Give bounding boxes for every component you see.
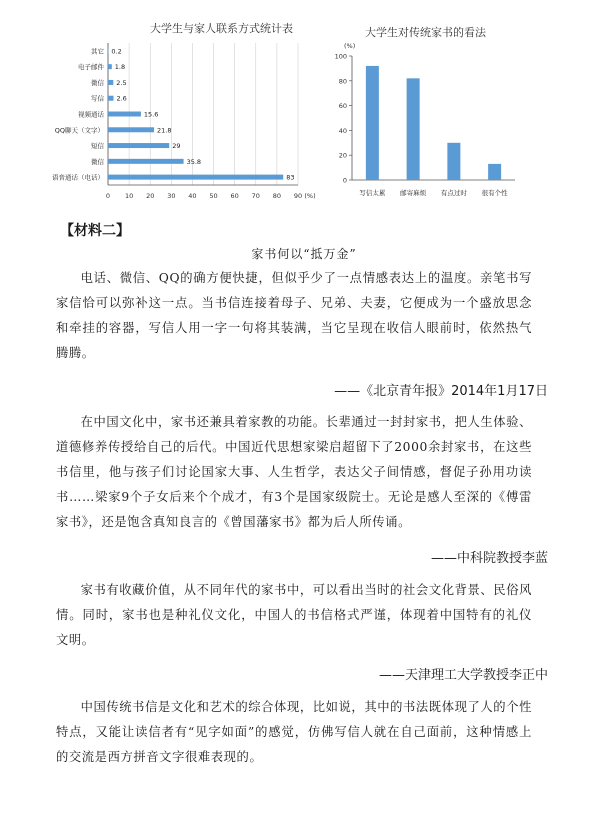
paragraph-4: 中国传统书信是文化和艺术的综合体现，比如说，其中的书法既体现了人的个性特点，又能让读信者有“见字如面”的感觉，仿佛写信人就在自己面前，这种情感上的交流是西方拼音文字很难表现的。 [56, 700, 532, 764]
category-label: 微信 [91, 157, 104, 166]
y-axis-unit: (%) [344, 42, 356, 50]
y-tick-label: 20 [338, 151, 347, 160]
category-label: 视频通话 [78, 110, 104, 119]
bar [488, 164, 501, 180]
bar [108, 175, 283, 180]
x-tick-label: 70 [251, 192, 260, 200]
data-label: 1.8 [114, 63, 126, 72]
category-label: 写信 [91, 94, 104, 103]
category-label: 邮寄麻烦 [400, 189, 427, 197]
source-li-lan: ——中科院教授李蓝 [430, 551, 548, 566]
data-label: 15.6 [143, 110, 159, 119]
x-tick-label: 80 [272, 192, 282, 200]
bar [108, 48, 109, 53]
category-label: 其它 [91, 47, 104, 56]
chart1-title: 大学生与家人联系方式统计表 [150, 22, 293, 35]
data-label: 35.8 [186, 157, 202, 166]
x-axis-unit: (%) [304, 192, 316, 200]
category-label: 有点过时 [440, 189, 467, 197]
article-title: 家书何以“抵万金” [251, 247, 357, 261]
bar [366, 66, 379, 180]
x-tick-label: 60 [230, 192, 239, 200]
paragraph-2: 在中国文化中，家书还兼具着家教的功能。长辈通过一封封家书，把人生体验、道德修养传授给自己的后代。中国近代思想家梁启超留下了2000余封家书，在这些书信里，他与孩子们讨论国家大事、人生哲学，表达父子间情感，督促子孙用功读书……梁家9个子女后来个个成才，有3个是国家级院士。无论是感人至深的《傅雷家书》，还是饱含真知良言的《曾国藩家书》都为后人所传诵。 [56, 415, 532, 529]
y-tick-label: 60 [338, 102, 347, 111]
bar [108, 143, 169, 148]
section-label: 【材料二】 [60, 223, 130, 239]
category-label: 短信 [91, 142, 104, 151]
x-tick-label: 50 [209, 192, 218, 200]
bar [108, 96, 113, 101]
category-label: 写信太累 [359, 189, 386, 197]
bar [108, 112, 141, 117]
data-label: 83 [286, 173, 295, 182]
y-tick-label: 80 [338, 77, 347, 86]
x-tick-label: 20 [146, 192, 155, 200]
category-label: QQ聊天（文字） [54, 126, 104, 135]
x-tick-label: 10 [124, 192, 134, 200]
bar [108, 127, 154, 132]
data-label: 0.2 [111, 47, 122, 56]
bar [407, 78, 420, 180]
chart2-title: 大学生对传统家书的看法 [365, 26, 486, 39]
x-tick-label: 90 [293, 192, 303, 200]
y-tick-label: 0 [342, 176, 347, 185]
data-label: 21.8 [157, 126, 172, 135]
data-label: 2.6 [116, 94, 127, 103]
data-label: 2.5 [116, 78, 127, 87]
category-label: 语音通话（电话） [52, 173, 104, 182]
x-tick-label: 0 [105, 192, 111, 200]
data-label: 29 [172, 142, 181, 151]
source-li-zhengzhong: ——天津理工大学教授李正中 [378, 668, 548, 683]
contact-methods-chart [0, 35, 330, 235]
category-label: 很有个性 [481, 189, 508, 197]
bar [108, 159, 184, 164]
source-beijing-youth-daily: ——《北京青年报》2014年1月17日 [334, 384, 548, 399]
bar [108, 64, 112, 69]
category-label: 电子邮件 [78, 63, 104, 72]
y-tick-label: 100 [334, 52, 347, 61]
category-label: 微信 [91, 78, 104, 87]
paragraph-1: 电话、微信、QQ的确方便快捷，但似乎少了一点情感表达上的温度。亲笔书写家信恰可以弥补这一点。当书信连接着母子、兄弟、夫妻，它便成为一个盛放思念和牵挂的容器，写信人用一字一句将其装满，当它呈现在收信人眼前时，依然热气腾腾。 [56, 271, 532, 360]
x-tick-label: 40 [188, 192, 197, 200]
bar [108, 80, 113, 85]
y-tick-label: 40 [338, 126, 347, 135]
opinion-chart [330, 38, 530, 218]
x-tick-label: 30 [167, 192, 176, 200]
bar [447, 143, 460, 180]
paragraph-3: 家书有收藏价值，从不同年代的家书中，可以看出当时的社会文化背景、民俗风情。同时，家书也是种礼仪文化，中国人的书信格式严谨，体现着中国特有的礼仪文明。 [56, 583, 532, 647]
